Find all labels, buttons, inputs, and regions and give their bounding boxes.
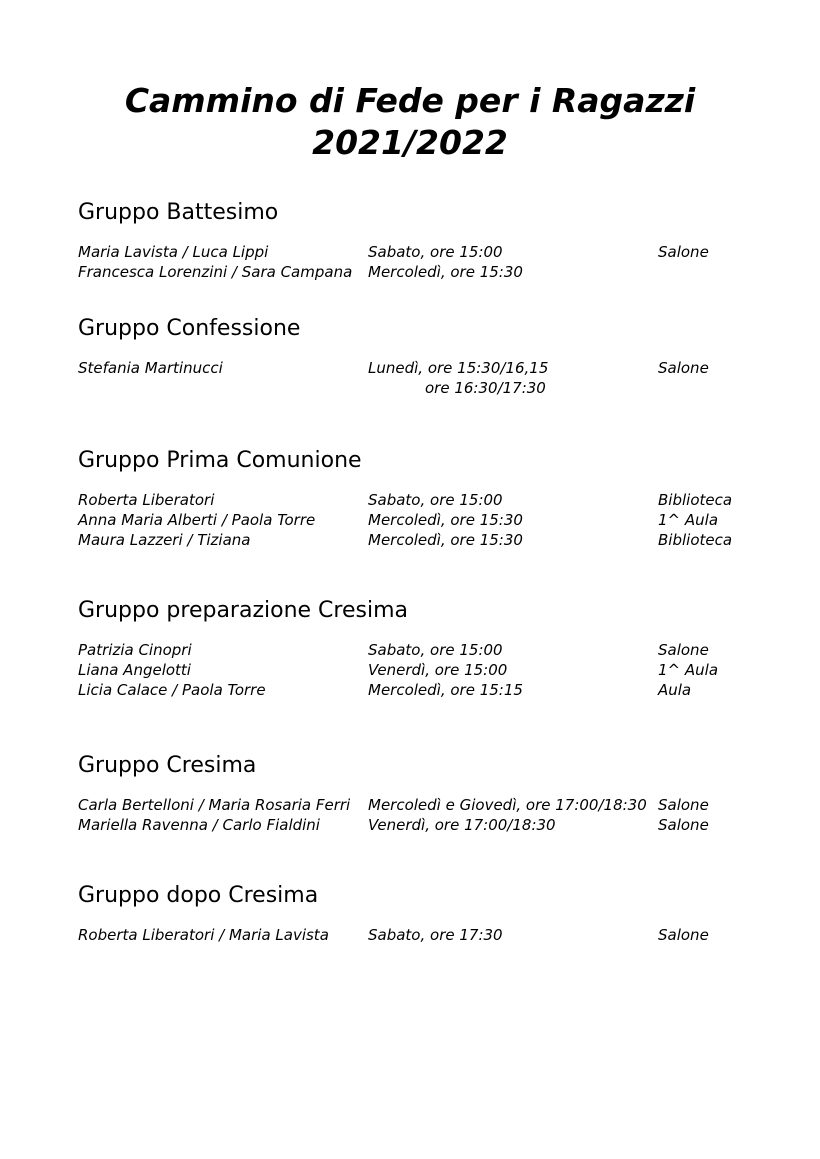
meeting-time: Mercoledì e Giovedì, ore 17:00/18:30 (368, 796, 647, 814)
meeting-time: Sabato, ore 15:00 (368, 641, 503, 659)
meeting-time: Venerdì, ore 17:00/18:30 (368, 816, 556, 834)
meeting-room: Salone (658, 641, 709, 659)
schedule-list (78, 490, 778, 550)
meeting-room: Salone (658, 243, 709, 261)
schedule-row (78, 358, 778, 378)
meeting-time: Sabato, ore 15:00 (368, 491, 503, 509)
schedule-row (78, 242, 778, 262)
catechist-names: Carla Bertelloni / Maria Rosaria Ferri (78, 796, 351, 814)
meeting-room: 1^ Aula (658, 661, 719, 679)
schedule-row (78, 795, 778, 815)
meeting-time: Sabato, ore 17:30 (368, 926, 503, 944)
schedule-list (78, 925, 778, 945)
section-heading: Gruppo Confessione (78, 316, 301, 341)
catechist-names: Maura Lazzeri / Tiziana (78, 531, 251, 549)
section-dopo-cresima (78, 882, 778, 944)
schedule-row (78, 925, 778, 945)
meeting-room: Salone (658, 816, 709, 834)
section-prima-comunione (78, 447, 778, 549)
schedule-list (78, 358, 778, 398)
schedule-list (78, 795, 778, 835)
meeting-time: Lunedì, ore 15:30/16,15 (368, 359, 549, 377)
schedule-row (78, 262, 778, 282)
meeting-time: Mercoledì, ore 15:30 (368, 263, 523, 281)
meeting-time: Mercoledì, ore 15:15 (368, 681, 523, 699)
catechist-names: Licia Calace / Paola Torre (78, 681, 266, 699)
catechist-names: Mariella Ravenna / Carlo Fialdini (78, 816, 320, 834)
title-line-1: Cammino di Fede per i Ragazzi (124, 81, 696, 120)
meeting-time: ore 16:30/17:30 (425, 379, 546, 397)
schedule-list (78, 242, 778, 282)
schedule-row (78, 510, 778, 530)
page-title (0, 80, 820, 164)
schedule-row (78, 815, 778, 835)
schedule-row (78, 660, 778, 680)
meeting-room: 1^ Aula (658, 511, 719, 529)
meeting-room: Biblioteca (658, 531, 733, 549)
catechist-names: Roberta Liberatori (78, 491, 215, 509)
catechist-names: Anna Maria Alberti / Paola Torre (78, 511, 316, 529)
section-heading: Gruppo Prima Comunione (78, 448, 362, 473)
meeting-room: Salone (658, 359, 709, 377)
meeting-time: Sabato, ore 15:00 (368, 243, 503, 261)
catechist-names: Francesca Lorenzini / Sara Campana (78, 263, 353, 281)
meeting-time: Venerdì, ore 15:00 (368, 661, 508, 679)
schedule-row (78, 640, 778, 660)
section-heading: Gruppo preparazione Cresima (78, 598, 408, 623)
catechist-names: Liana Angelotti (78, 661, 191, 679)
catechist-names: Patrizia Cinopri (78, 641, 192, 659)
schedule-row (78, 680, 778, 700)
title-line-2: 2021/2022 (312, 123, 508, 162)
meeting-room: Salone (658, 926, 709, 944)
meeting-room: Aula (658, 681, 692, 699)
meeting-time: Mercoledì, ore 15:30 (368, 511, 523, 529)
catechist-names: Roberta Liberatori / Maria Lavista (78, 926, 329, 944)
meeting-room: Salone (658, 796, 709, 814)
meeting-room: Biblioteca (658, 491, 733, 509)
section-preparazione-cresima (78, 597, 778, 699)
section-battesimo (78, 199, 778, 281)
section-cresima (78, 752, 778, 834)
schedule-row (78, 530, 778, 550)
schedule-row (78, 378, 778, 398)
section-heading: Gruppo dopo Cresima (78, 883, 319, 908)
meeting-time: Mercoledì, ore 15:30 (368, 531, 523, 549)
schedule-list (78, 640, 778, 700)
catechist-names: Stefania Martinucci (78, 359, 223, 377)
catechist-names: Maria Lavista / Luca Lippi (78, 243, 269, 261)
section-confessione (78, 315, 778, 397)
section-heading: Gruppo Battesimo (78, 200, 279, 225)
schedule-row (78, 490, 778, 510)
section-heading: Gruppo Cresima (78, 753, 257, 778)
